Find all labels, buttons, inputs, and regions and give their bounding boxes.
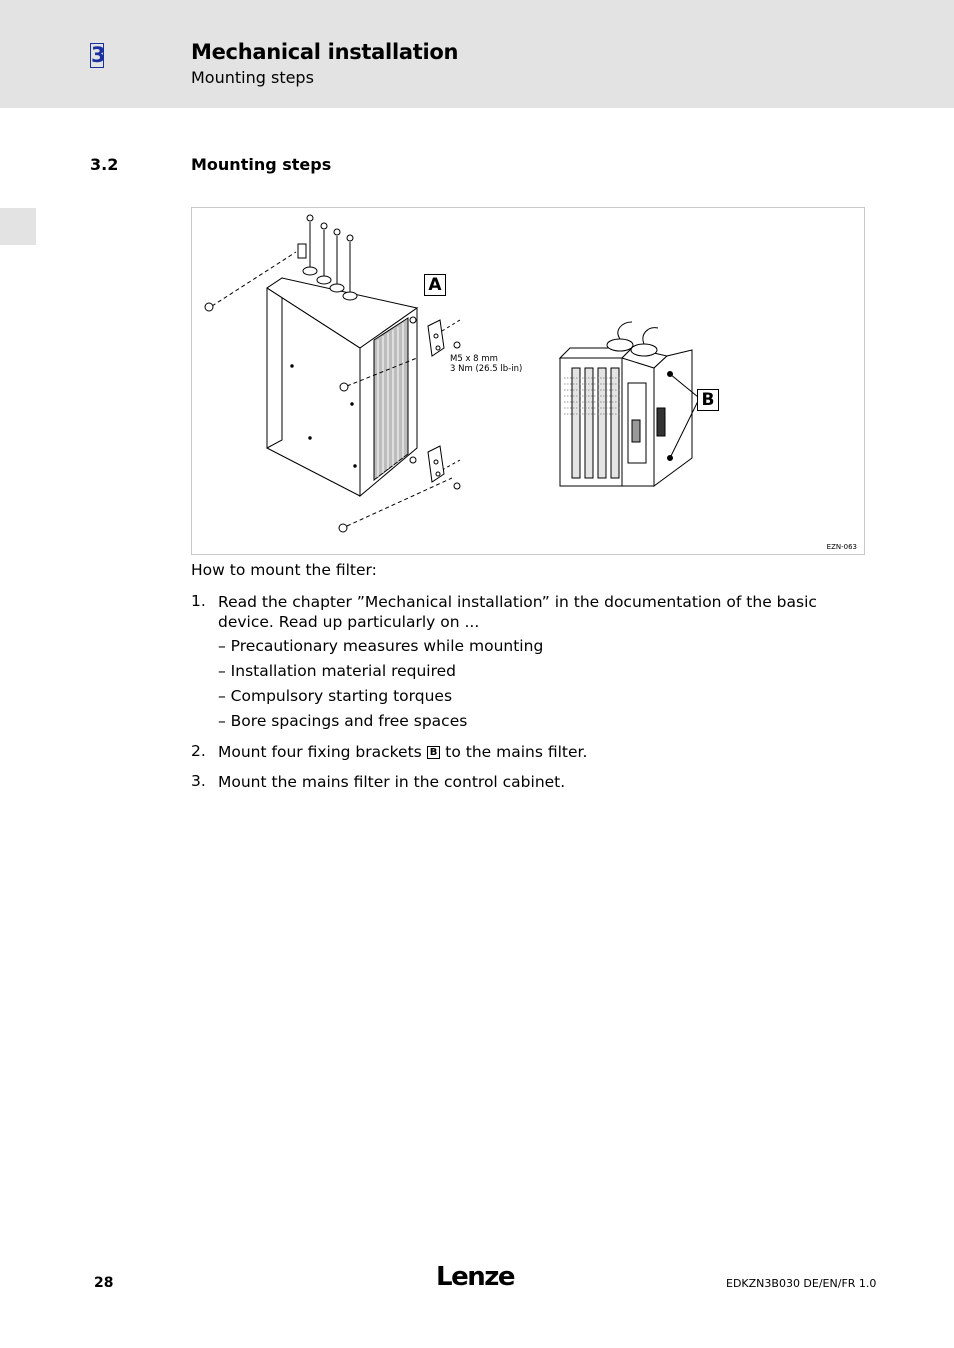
screw-spec-line-1: M5 x 8 mm <box>450 354 498 364</box>
page-number: 28 <box>94 1275 114 1291</box>
filter-housing-side <box>267 278 282 448</box>
step-3-number: 3. <box>191 772 206 790</box>
document-id: EDKZN3B030 DE/EN/FR 1.0 <box>726 1277 877 1290</box>
sub-item-material: – Installation material required <box>218 662 457 680</box>
sub-item-torques: – Compulsory starting torques <box>218 687 453 705</box>
sub-item-bore-spacings: – Bore spacings and free spaces <box>218 712 468 730</box>
figure-label-a: A <box>424 274 446 296</box>
intro-text: How to mount the filter: <box>191 561 377 579</box>
drive-device <box>560 322 698 486</box>
step-2-text <box>218 742 828 762</box>
header-subtitle: Mounting steps <box>191 68 314 87</box>
sub-item-precautions: – Precautionary measures while mounting <box>218 637 544 655</box>
step-3-text: Mount the mains filter in the control cabinet. <box>218 773 566 791</box>
screw-spec-note <box>450 354 522 374</box>
step-1-text: Read the chapter ”Mechanical installation” in the documentation of the basic device. Read up particularly on ... <box>218 593 817 631</box>
step-2-text-after: to the mains filter. <box>445 743 588 761</box>
section-number: 3.2 <box>90 155 119 174</box>
figure-code: EZN-063 <box>826 543 857 551</box>
figure-label-b: B <box>697 389 719 411</box>
header-title: Mechanical installation <box>191 40 459 64</box>
step-1-number: 1. <box>191 592 206 610</box>
chapter-number-link[interactable]: 3 <box>91 43 106 67</box>
mounting-figure <box>191 207 865 555</box>
step-2-text-before: Mount four fixing brackets <box>218 743 422 761</box>
lenze-logo: Lenze <box>436 1262 514 1292</box>
page-header <box>0 0 954 108</box>
bracket-reference-badge: B <box>427 746 441 759</box>
mounting-illustration <box>192 208 864 554</box>
screw-spec-line-2: 3 Nm (26.5 lb-in) <box>450 364 523 374</box>
step-2-number: 2. <box>191 742 206 760</box>
chapter-side-tab <box>0 208 36 245</box>
section-title: Mounting steps <box>191 155 332 174</box>
